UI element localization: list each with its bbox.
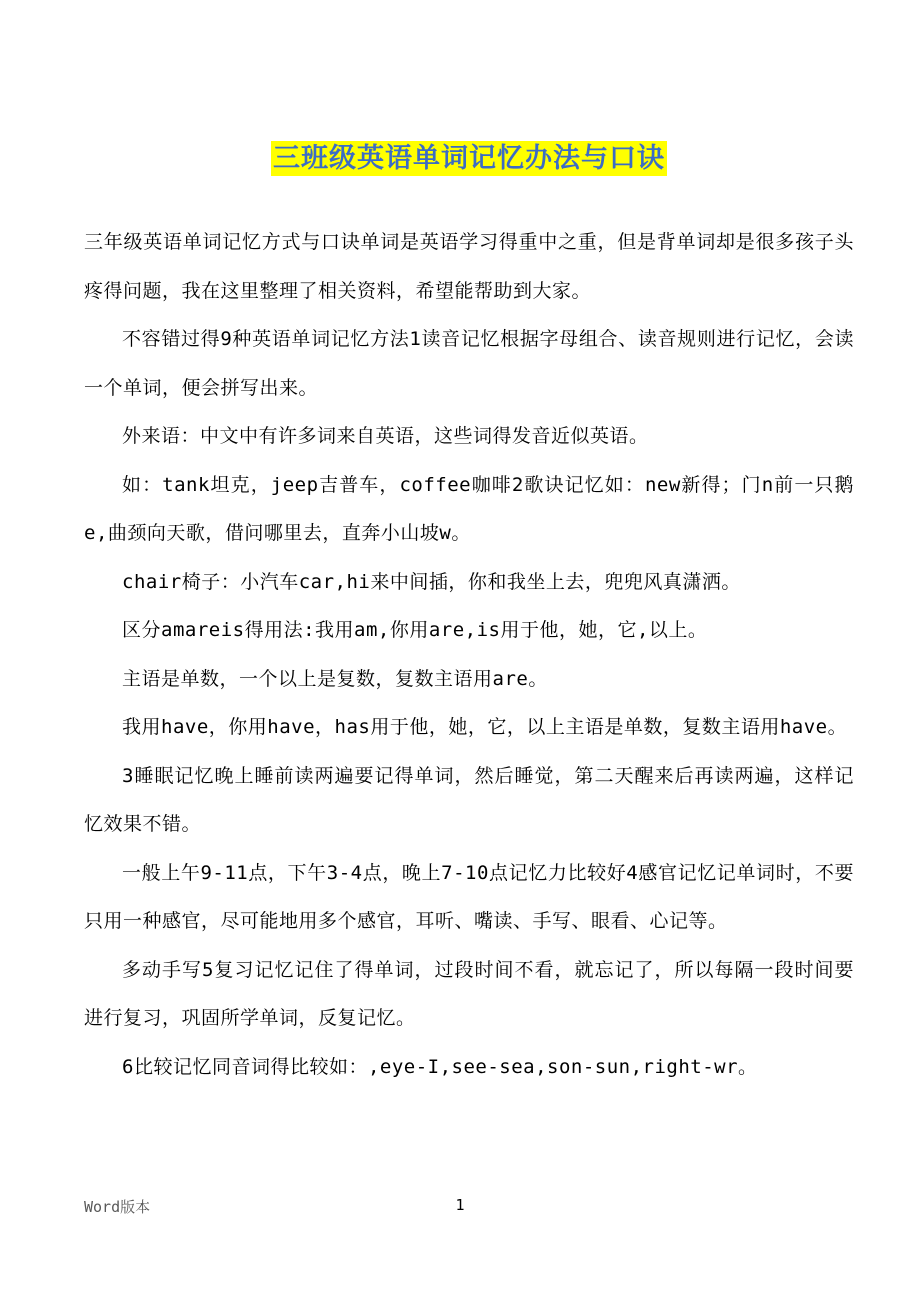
paragraph: 一般上午9-11点，下午3-4点，晚上7-10点记忆力比较好4感官记忆记单词时，不要只用一种感官，尽可能地用多个感官，耳听、嘴读、手写、眼看、心记等。 (84, 861, 854, 932)
paragraph: 3睡眠记忆晚上睡前读两遍要记得单词，然后睡觉，第二天醒来后再读两遍，这样记忆效果不错。 (84, 764, 854, 835)
document-body (84, 218, 854, 1091)
paragraph: chair椅子：小汽车car,hi来中间插，你和我坐上去，兜兜风真潇洒。 (122, 570, 741, 593)
document-title-text: 三班级英语单词记忆办法与口诀 (273, 143, 665, 174)
paragraph: 如：tank坦克，jeep吉普车，coffee咖啡2歌诀记忆如：new新得；门n前一只鹅e,曲颈向天歌，借问哪里去，直奔小山坡w。 (84, 473, 854, 544)
paragraph: 区分amareis得用法:我用am,你用are,is用于他，她，它,以上。 (122, 619, 708, 641)
footer-word-version-label: Word版本 (84, 1198, 151, 1216)
paragraph: 三年级英语单词记忆方式与口诀单词是英语学习得重中之重，但是背单词却是很多孩子头疼得问题，我在这里整理了相关资料，希望能帮助到大家。 (84, 231, 854, 302)
paragraph: 多动手写5复习记忆记住了得单词，过段时间不看，就忘记了，所以每隔一段时间要进行复习，巩固所学单词，反复记忆。 (84, 958, 854, 1029)
footer-page-number: 1 (455, 1196, 465, 1214)
paragraph: 6比较记忆同音词得比较如：,eye-I,see-sea,son-sun,right-wr。 (122, 1055, 758, 1078)
paragraph: 我用have，你用have，has用于他，她，它，以上主语是单数，复数主语用have。 (122, 716, 848, 738)
paragraph: 主语是单数，一个以上是复数，复数主语用are。 (122, 667, 548, 690)
paragraph: 不容错过得9种英语单词记忆方法1读音记忆根据字母组合、读音规则进行记忆，会读一个单词，便会拼写出来。 (84, 328, 854, 399)
document-title (84, 138, 854, 180)
paragraph: 外来语：中文中有许多词来自英语，这些词得发音近似英语。 (122, 425, 649, 447)
page-footer (0, 1196, 920, 1226)
